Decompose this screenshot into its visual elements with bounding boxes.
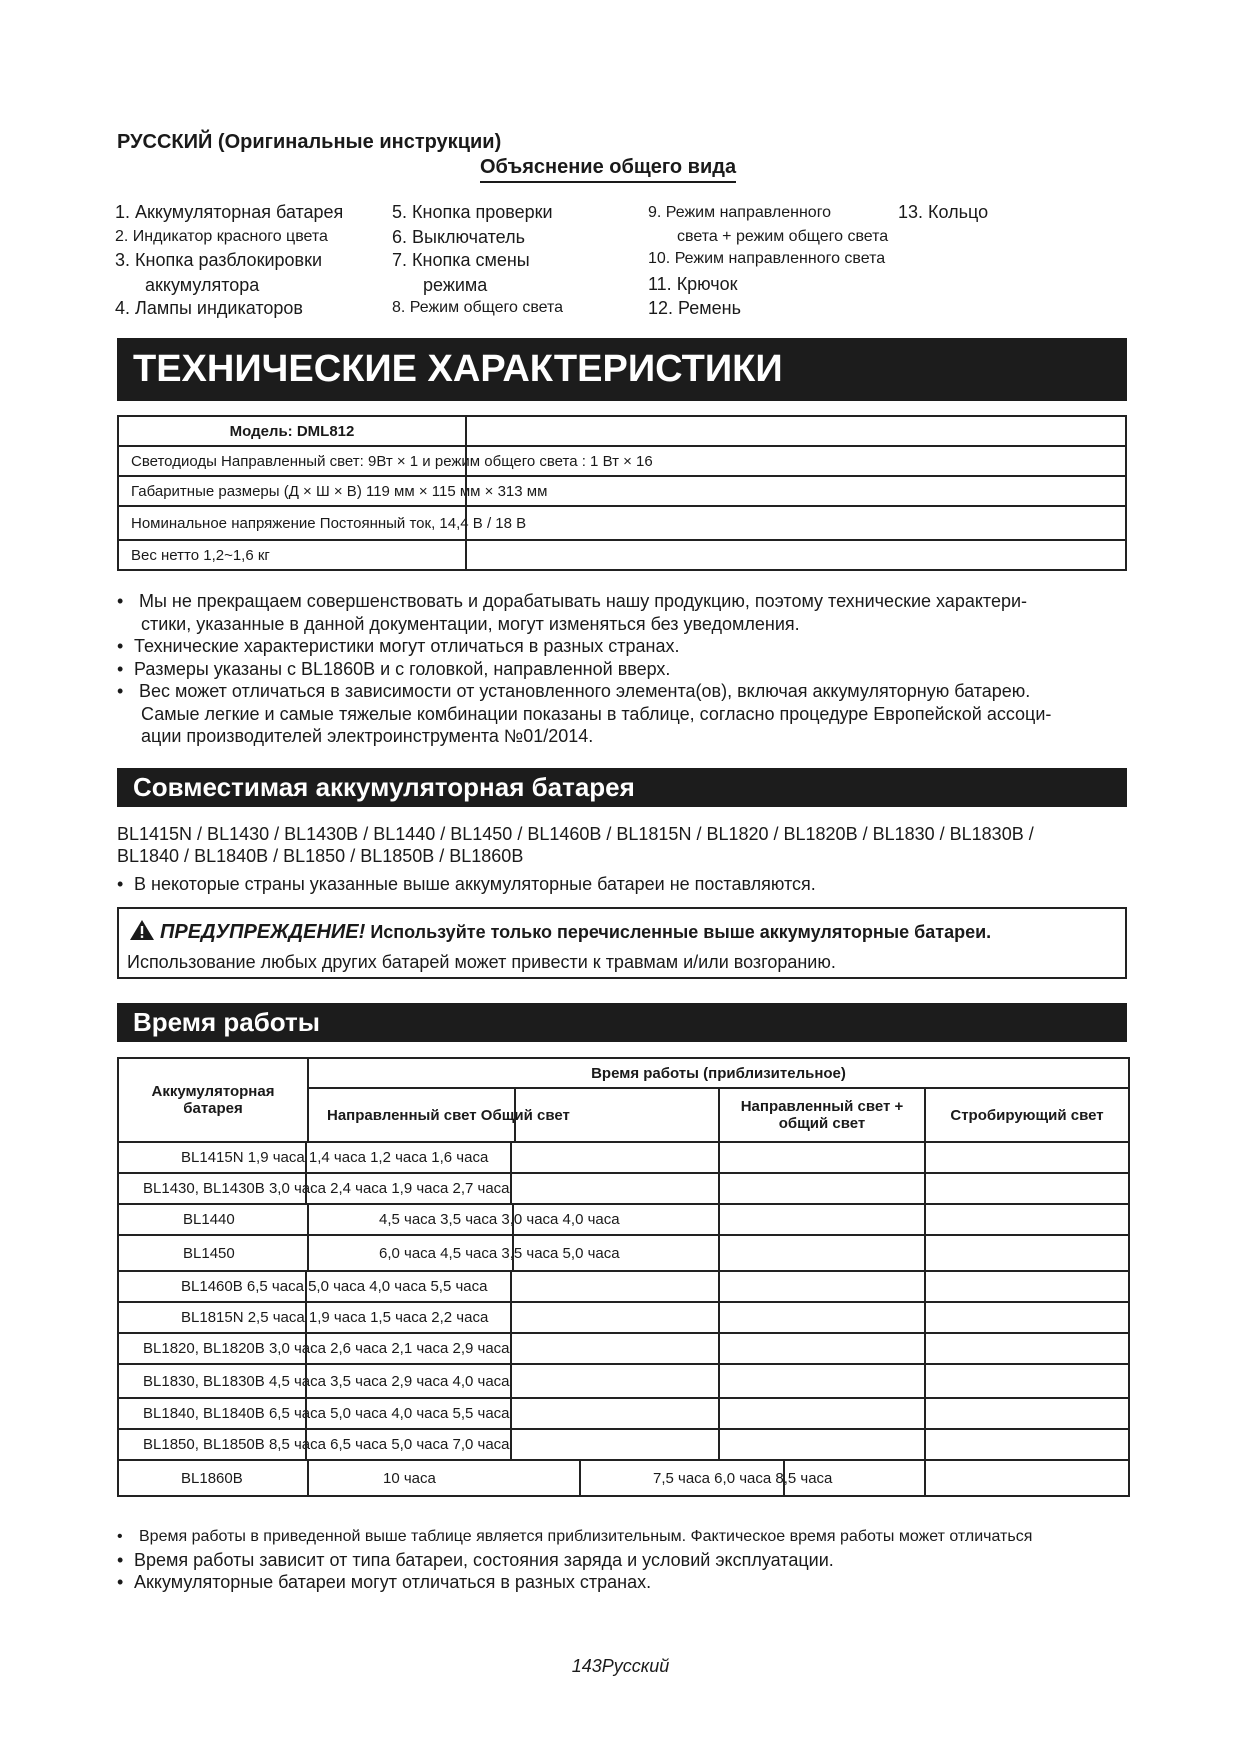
note-item: • Технические характеристики могут отличаться в разных странах.: [117, 635, 1127, 658]
part-item: 11. Крючок: [648, 274, 738, 294]
runtime-cell: 6,0 часа 4,5 часа 3,5 часа 5,0 часа: [308, 1235, 719, 1271]
compatible-note-wrap: [117, 873, 1127, 896]
table-row: [118, 1173, 1129, 1204]
spec-text: Светодиоды Направленный свет: 9Вт × 1 и режим общего света : 1 Вт × 16: [131, 452, 653, 470]
model-value-cell: [466, 416, 1126, 446]
part-item: 8. Режим общего света: [392, 299, 564, 316]
runtime-cell: BL1840, BL1840B 6,5 часа 5,0 часа 4,0 часа 5,5 часа: [118, 1398, 719, 1429]
warning-box: [117, 907, 1127, 979]
runtime-cell: [925, 1460, 1129, 1496]
col-strobe-header: Стробирующий свет: [925, 1088, 1129, 1142]
divider: [465, 447, 467, 475]
runtime-cell: [719, 1302, 925, 1333]
spec-text: Номинальное напряжение Постоянный ток, 14,4 В / 18 В: [131, 514, 527, 532]
runtime-cell: [719, 1204, 925, 1235]
part-item: 5. Кнопка проверки: [392, 202, 553, 222]
model-cell: Модель: DML812: [118, 416, 466, 446]
runtime-cell: BL1450: [118, 1235, 308, 1271]
specs-notes: [117, 590, 1127, 748]
table-row: [118, 540, 1126, 570]
table-row: [118, 1271, 1129, 1302]
page-footer: 143Русский: [571, 1656, 670, 1676]
battery-list-line: BL1415N / BL1430 / BL1430B / BL1440 / BL1450 / BL1460B / BL1815N / BL1820 / BL1820B / BL1830 / BL1830B /: [117, 824, 1034, 844]
language-title: РУССКИЙ (Оригинальные инструкции): [117, 131, 502, 153]
runtime-cell: [719, 1235, 925, 1271]
runtime-cell: BL1815N 2,5 часа 1,9 часа 1,5 часа 2,2 часа: [118, 1302, 719, 1333]
col-group-header: Время работы (приблизительное): [308, 1058, 1129, 1088]
note-item: • Размеры указаны с BL1860B и с головкой, направленной вверх.: [117, 658, 1127, 681]
part-item: 1. Аккумуляторная батарея: [115, 202, 344, 222]
note-item: • Вес может отличаться в зависимости от установленного элемента(ов), включая аккумуляторную батарею.: [117, 680, 1127, 703]
runtime-cell: [719, 1364, 925, 1398]
part-item: 10. Режим направленного света: [648, 250, 886, 267]
runtime-cell: [719, 1429, 925, 1460]
runtime-cell: [925, 1302, 1129, 1333]
runtime-cell: [925, 1364, 1129, 1398]
runtime-cell: [925, 1173, 1129, 1204]
note-item: • Время работы зависит от типа батареи, состояния заряда и условий эксплуатации.: [117, 1549, 1127, 1572]
table-row: [118, 1142, 1129, 1173]
part-item: аккумулятора: [145, 275, 260, 295]
table-row: [118, 446, 1126, 476]
runtime-cell: BL1460B 6,5 часа 5,0 часа 4,0 часа 5,5 часа: [118, 1271, 719, 1302]
divider: [514, 1089, 516, 1141]
note-item: • Время работы в приведенной выше таблице является приблизительным. Фактическое время работы может отличаться: [117, 1526, 1127, 1549]
runtime-cell: [925, 1235, 1129, 1271]
spec-cell: [118, 506, 1126, 540]
note-item: • В некоторые страны указанные выше аккумуляторные батареи не поставляются.: [117, 873, 1127, 896]
table-row: [118, 1235, 1129, 1271]
runtime-cell: 4,5 часа 3,5 часа 3,0 часа 4,0 часа: [308, 1204, 719, 1235]
overview-title: Объяснение общего вида: [480, 156, 736, 183]
col-combined-header: Направленный свет + общий свет: [719, 1088, 925, 1142]
runtime-cell: BL1430, BL1430B 3,0 часа 2,4 часа 1,9 часа 2,7 часа: [118, 1173, 719, 1204]
runtime-table: [117, 1057, 1130, 1497]
part-item: 7. Кнопка смены: [392, 250, 530, 270]
runtime-cell: BL1850, BL1850B 8,5 часа 6,5 часа 5,0 часа 7,0 часа: [118, 1429, 719, 1460]
warning-line: [129, 919, 991, 944]
battery-list-line: BL1840 / BL1840B / BL1850 / BL1850B / BL1860B: [117, 846, 524, 866]
specs-table: [117, 415, 1127, 571]
divider: [465, 477, 467, 505]
warning-word: ПРЕДУПРЕЖДЕНИЕ!: [160, 921, 366, 943]
runtime-cell: [719, 1398, 925, 1429]
note-cont: стики, указанные в данной документации, могут изменяться без уведомления.: [141, 613, 800, 634]
runtime-cell: BL1860B: [118, 1460, 308, 1496]
runtime-cell: 7,5 часа 6,0 часа 8,5 часа: [580, 1460, 925, 1496]
battery-list: [117, 823, 1127, 896]
col-directed-header: Направленный свет Общий свет: [308, 1088, 719, 1142]
compatible-heading: Совместимая аккумуляторная батарея: [117, 768, 1127, 807]
runtime-notes: [117, 1526, 1127, 1594]
part-item: 13. Кольцо: [898, 202, 989, 222]
runtime-cell: [925, 1333, 1129, 1364]
runtime-heading: Время работы: [117, 1003, 1127, 1042]
spec-cell: [118, 446, 1126, 476]
runtime-cell: [719, 1333, 925, 1364]
spec-text: Габаритные размеры (Д × Ш × В) 119 мм × 115 мм × 313 мм: [131, 482, 548, 500]
runtime-cell: [925, 1271, 1129, 1302]
runtime-cell: [925, 1142, 1129, 1173]
parts-list: [115, 200, 1015, 320]
table-row: [118, 1398, 1129, 1429]
part-item: 12. Ремень: [648, 298, 741, 318]
table-row: [118, 416, 1126, 446]
runtime-cell: [719, 1271, 925, 1302]
table-header-row: [118, 1058, 1129, 1088]
runtime-cell: [925, 1429, 1129, 1460]
runtime-cell: 10 часа: [308, 1460, 580, 1496]
spec-cell: [118, 540, 1126, 570]
table-row: [118, 476, 1126, 506]
note-item: • Мы не прекращаем совершенствовать и дорабатывать нашу продукцию, поэтому технические характери-: [117, 590, 1127, 613]
runtime-cell: BL1415N 1,9 часа 1,4 часа 1,2 часа 1,6 часа: [118, 1142, 719, 1173]
part-item: 4. Лампы индикаторов: [115, 298, 303, 318]
specs-heading: ТЕХНИЧЕСКИЕ ХАРАКТЕРИСТИКИ: [117, 338, 1127, 401]
divider: [465, 541, 467, 569]
table-row: [118, 1429, 1129, 1460]
runtime-cell: BL1440: [118, 1204, 308, 1235]
table-row: [118, 1302, 1129, 1333]
table-row: [118, 1364, 1129, 1398]
spec-text: Вес нетто 1,2~1,6 кг: [131, 546, 270, 564]
table-row: [118, 506, 1126, 540]
warning-text: Используйте только перечисленные выше аккумуляторные батареи.: [370, 922, 992, 942]
note-item: • Аккумуляторные батареи могут отличаться в разных странах.: [117, 1571, 1127, 1594]
divider: [465, 507, 467, 539]
col-battery-header: Аккумуляторная батарея: [118, 1058, 308, 1142]
warning-line-2: Использование любых других батарей может привести к травмам и/или возгоранию.: [127, 952, 836, 972]
spec-cell: [118, 476, 1126, 506]
runtime-cell: BL1820, BL1820B 3,0 часа 2,6 часа 2,1 часа 2,9 часа: [118, 1333, 719, 1364]
part-item: 9. Режим направленного: [648, 204, 832, 221]
runtime-cell: [925, 1398, 1129, 1429]
note-cont: Самые легкие и самые тяжелые комбинации показаны в таблице, согласно процедуре Европейской ассоци-: [141, 703, 1052, 724]
part-item: 2. Индикатор красного цвета: [115, 228, 328, 245]
part-item: режима: [423, 275, 488, 295]
warning-triangle-icon: [129, 919, 155, 941]
note-cont: ации производителей электроинструмента №01/2014.: [141, 726, 594, 746]
part-item: 6. Выключатель: [392, 227, 525, 247]
part-item: света + режим общего света: [677, 228, 889, 245]
runtime-cell: [719, 1142, 925, 1173]
runtime-cell: [719, 1173, 925, 1204]
table-row: [118, 1460, 1129, 1496]
part-item: 3. Кнопка разблокировки: [115, 250, 323, 270]
table-row: [118, 1204, 1129, 1235]
table-row: [118, 1333, 1129, 1364]
runtime-cell: BL1830, BL1830B 4,5 часа 3,5 часа 2,9 часа 4,0 часа: [118, 1364, 719, 1398]
runtime-cell: [925, 1204, 1129, 1235]
